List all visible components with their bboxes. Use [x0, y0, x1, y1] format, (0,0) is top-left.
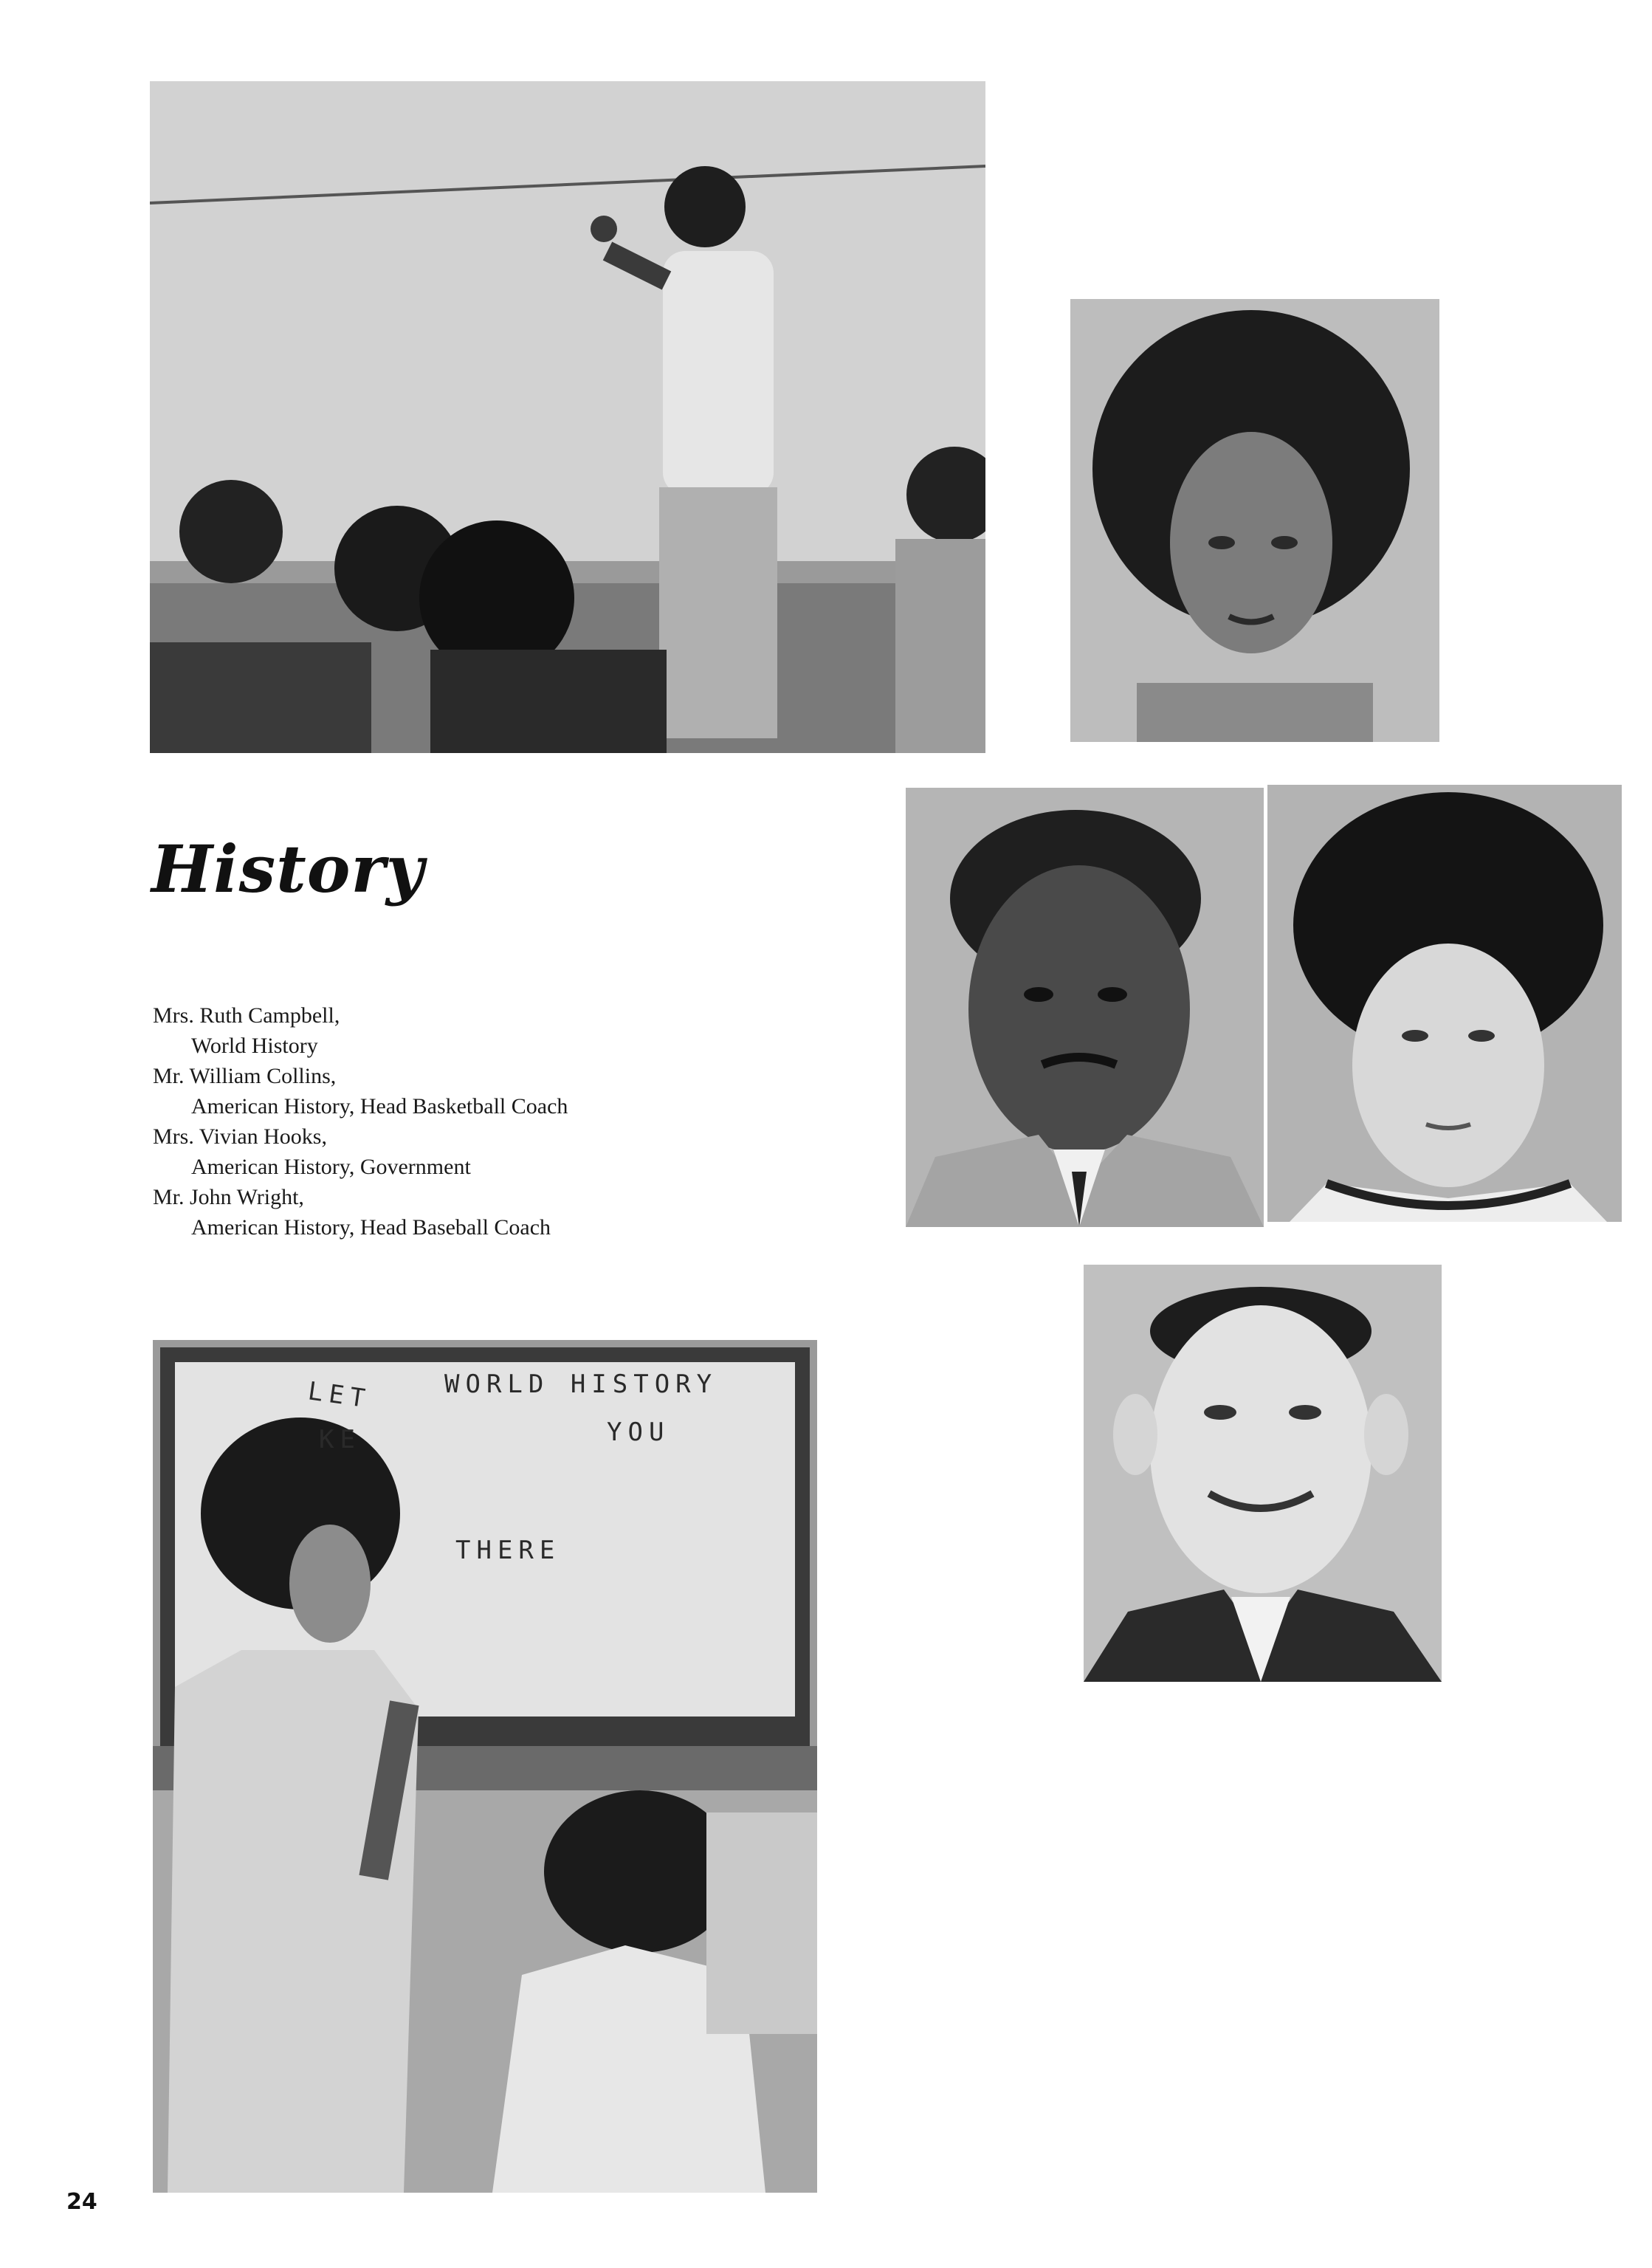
classroom-chalkboard-photo	[150, 81, 985, 753]
faculty-subjects: American History, Head Basketball Coach	[191, 1094, 568, 1118]
portrait-mr-wright	[1084, 1265, 1442, 1682]
classroom-bulletin-board-photo	[153, 1340, 817, 2193]
faculty-entry	[153, 1182, 568, 1243]
portrait-mrs-campbell	[1070, 299, 1439, 742]
bulletin-board-line-let: LET	[306, 1376, 373, 1415]
faculty-roster	[153, 1000, 568, 1243]
faculty-entry	[153, 1000, 568, 1061]
portrait-mrs-hooks	[1267, 785, 1622, 1222]
portrait-mr-collins	[906, 788, 1264, 1227]
page-number: 24	[66, 2189, 97, 2215]
faculty-name: Mr. John Wright,	[153, 1185, 304, 1209]
bulletin-board-line-ke: KE	[319, 1425, 361, 1454]
bulletin-board-line-world-history: WORLD HISTORY	[444, 1370, 718, 1399]
faculty-subjects: American History, Head Baseball Coach	[191, 1215, 551, 1240]
bulletin-board-text	[153, 1340, 817, 1753]
faculty-subjects: World History	[191, 1034, 318, 1058]
section-title: History	[151, 831, 424, 907]
faculty-entry	[153, 1061, 568, 1121]
faculty-entry	[153, 1121, 568, 1182]
bulletin-board-line-you: YOU	[607, 1418, 670, 1447]
faculty-name: Mrs. Ruth Campbell,	[153, 1003, 340, 1028]
faculty-name: Mrs. Vivian Hooks,	[153, 1124, 327, 1149]
faculty-name: Mr. William Collins,	[153, 1064, 337, 1088]
faculty-subjects: American History, Government	[191, 1155, 471, 1179]
bulletin-board-line-there: THERE	[455, 1536, 561, 1565]
